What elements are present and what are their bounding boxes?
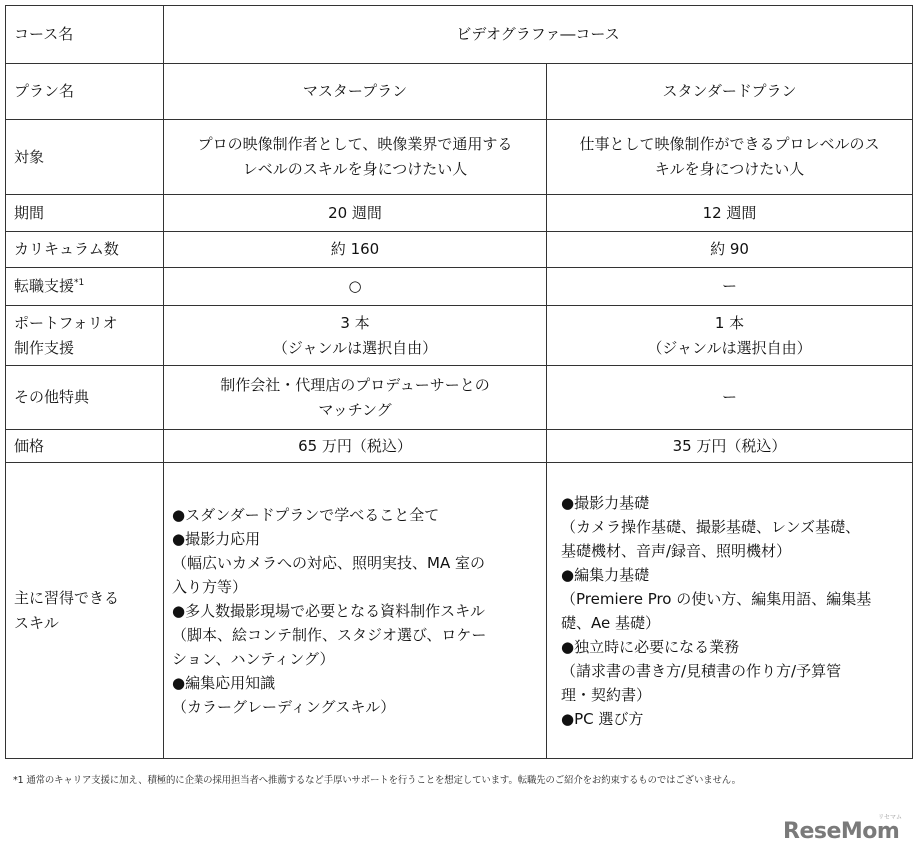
skill-line: （カメラ操作基礎、撮影基礎、レンズ基礎、 xyxy=(561,517,861,536)
value-portfolio-master xyxy=(164,306,547,366)
skill-line: （請求書の書き方/見積書の作り方/予算管 xyxy=(561,661,842,680)
skill-line: 礎、Ae 基礎） xyxy=(561,613,660,632)
text-line: マッチング xyxy=(318,400,392,419)
resemom-logo: ReseMom xyxy=(783,819,900,844)
row-period xyxy=(6,195,913,232)
skill-line: ●PC 選び方 xyxy=(561,709,644,728)
text-line: スキル xyxy=(14,613,59,632)
skill-line: 基礎機材、音声/録音、照明機材） xyxy=(561,541,792,560)
text-line: 制作会社・代理店のプロデューサーとの xyxy=(220,375,490,394)
row-plan xyxy=(6,64,913,120)
value-course: ビデオグラファ―コース xyxy=(164,6,913,64)
label-plan: プラン名 xyxy=(6,64,164,120)
row-course xyxy=(6,6,913,64)
footnote-marker: *1 xyxy=(74,278,85,288)
label-career xyxy=(6,268,164,306)
value-period-standard: 12 週間 xyxy=(547,195,913,232)
footnote: *1 通常のキャリア支援に加え、積極的に企業の採用担当者へ推薦するなど手厚いサポートを行うことを想定しています。転職先のご紹介をお約束するものではございません。 xyxy=(13,775,741,786)
skill-line: 理・契約書） xyxy=(561,685,652,704)
skill-line: （脚本、絵コンテ制作、スタジオ選び、ロケー xyxy=(172,625,487,644)
value-portfolio-standard xyxy=(547,306,913,366)
value-curriculum-standard: 約 90 xyxy=(547,232,913,268)
skill-line: ●独立時に必要になる業務 xyxy=(561,637,740,656)
skill-line: ●編集応用知識 xyxy=(172,673,276,692)
text-line: 制作支援 xyxy=(14,338,75,357)
text-line: キルを身につけたい人 xyxy=(654,160,805,178)
skill-line: （幅広いカメラへの対応、照明実技、MA 室の xyxy=(172,553,485,572)
label-other: その他特典 xyxy=(6,366,164,430)
value-other-master xyxy=(164,366,547,430)
skill-line: ●編集力基礎 xyxy=(561,565,650,584)
value-period-master: 20 週間 xyxy=(164,195,547,232)
text-line: プロの映像制作者として、映像業界で通用する xyxy=(197,135,513,153)
text-line: 主に習得できる xyxy=(14,588,120,607)
label-career-text: 転職支援 xyxy=(14,277,75,295)
label-target: 対象 xyxy=(6,120,164,195)
value-plan-master: マスタープラン xyxy=(164,64,547,120)
row-curriculum xyxy=(6,232,913,268)
skill-line: （Premiere Pro の使い方、編集用語、編集基 xyxy=(561,589,872,608)
value-plan-standard: スタンダードプラン xyxy=(547,64,913,120)
text-line: ポートフォリオ xyxy=(14,313,118,332)
label-course: コース名 xyxy=(6,6,164,64)
skill-line: （カラーグレーディングスキル） xyxy=(172,697,396,716)
text-line: （ジャンルは選択自由） xyxy=(272,338,438,357)
row-price xyxy=(6,430,913,463)
text-line: 1 本 xyxy=(714,313,745,332)
text-line: レベルのスキルを身につけたい人 xyxy=(242,160,468,178)
text-line: 仕事として映像制作ができるプロレベルのス xyxy=(579,135,880,153)
row-skills xyxy=(6,463,913,759)
value-curriculum-master: 約 160 xyxy=(164,232,547,268)
value-skills-master xyxy=(164,463,547,759)
row-other xyxy=(6,366,913,430)
text-line: 3 本 xyxy=(340,313,370,332)
value-career-standard: ー xyxy=(547,268,913,306)
label-period: 期間 xyxy=(6,195,164,232)
skill-line: ション、ハンティング） xyxy=(172,649,335,668)
text-line: （ジャンルは選択自由） xyxy=(647,338,812,357)
value-career-master: ○ xyxy=(164,268,547,306)
value-target-standard xyxy=(547,120,913,195)
resemom-logo-ruby: リセマム xyxy=(878,814,902,821)
skill-line: ●撮影力基礎 xyxy=(561,493,650,512)
label-price: 価格 xyxy=(6,430,164,463)
skill-line: ●多人数撮影現場で必要となる資料制作スキル xyxy=(172,601,485,620)
course-comparison-table xyxy=(5,5,913,759)
row-career xyxy=(6,268,913,306)
value-target-master xyxy=(164,120,547,195)
skill-line: 入り方等） xyxy=(172,577,248,596)
skill-line: ●撮影力応用 xyxy=(172,529,261,548)
value-price-master: 65 万円（税込） xyxy=(164,430,547,463)
label-curriculum: カリキュラム数 xyxy=(6,232,164,268)
value-other-standard: ー xyxy=(547,366,913,430)
value-price-standard: 35 万円（税込） xyxy=(547,430,913,463)
row-target xyxy=(6,120,913,195)
label-skills xyxy=(6,463,164,759)
skill-line: ●スダンダードプランで学べること全て xyxy=(172,505,440,524)
value-skills-standard xyxy=(547,463,913,759)
row-portfolio xyxy=(6,306,913,366)
label-portfolio xyxy=(6,306,164,366)
